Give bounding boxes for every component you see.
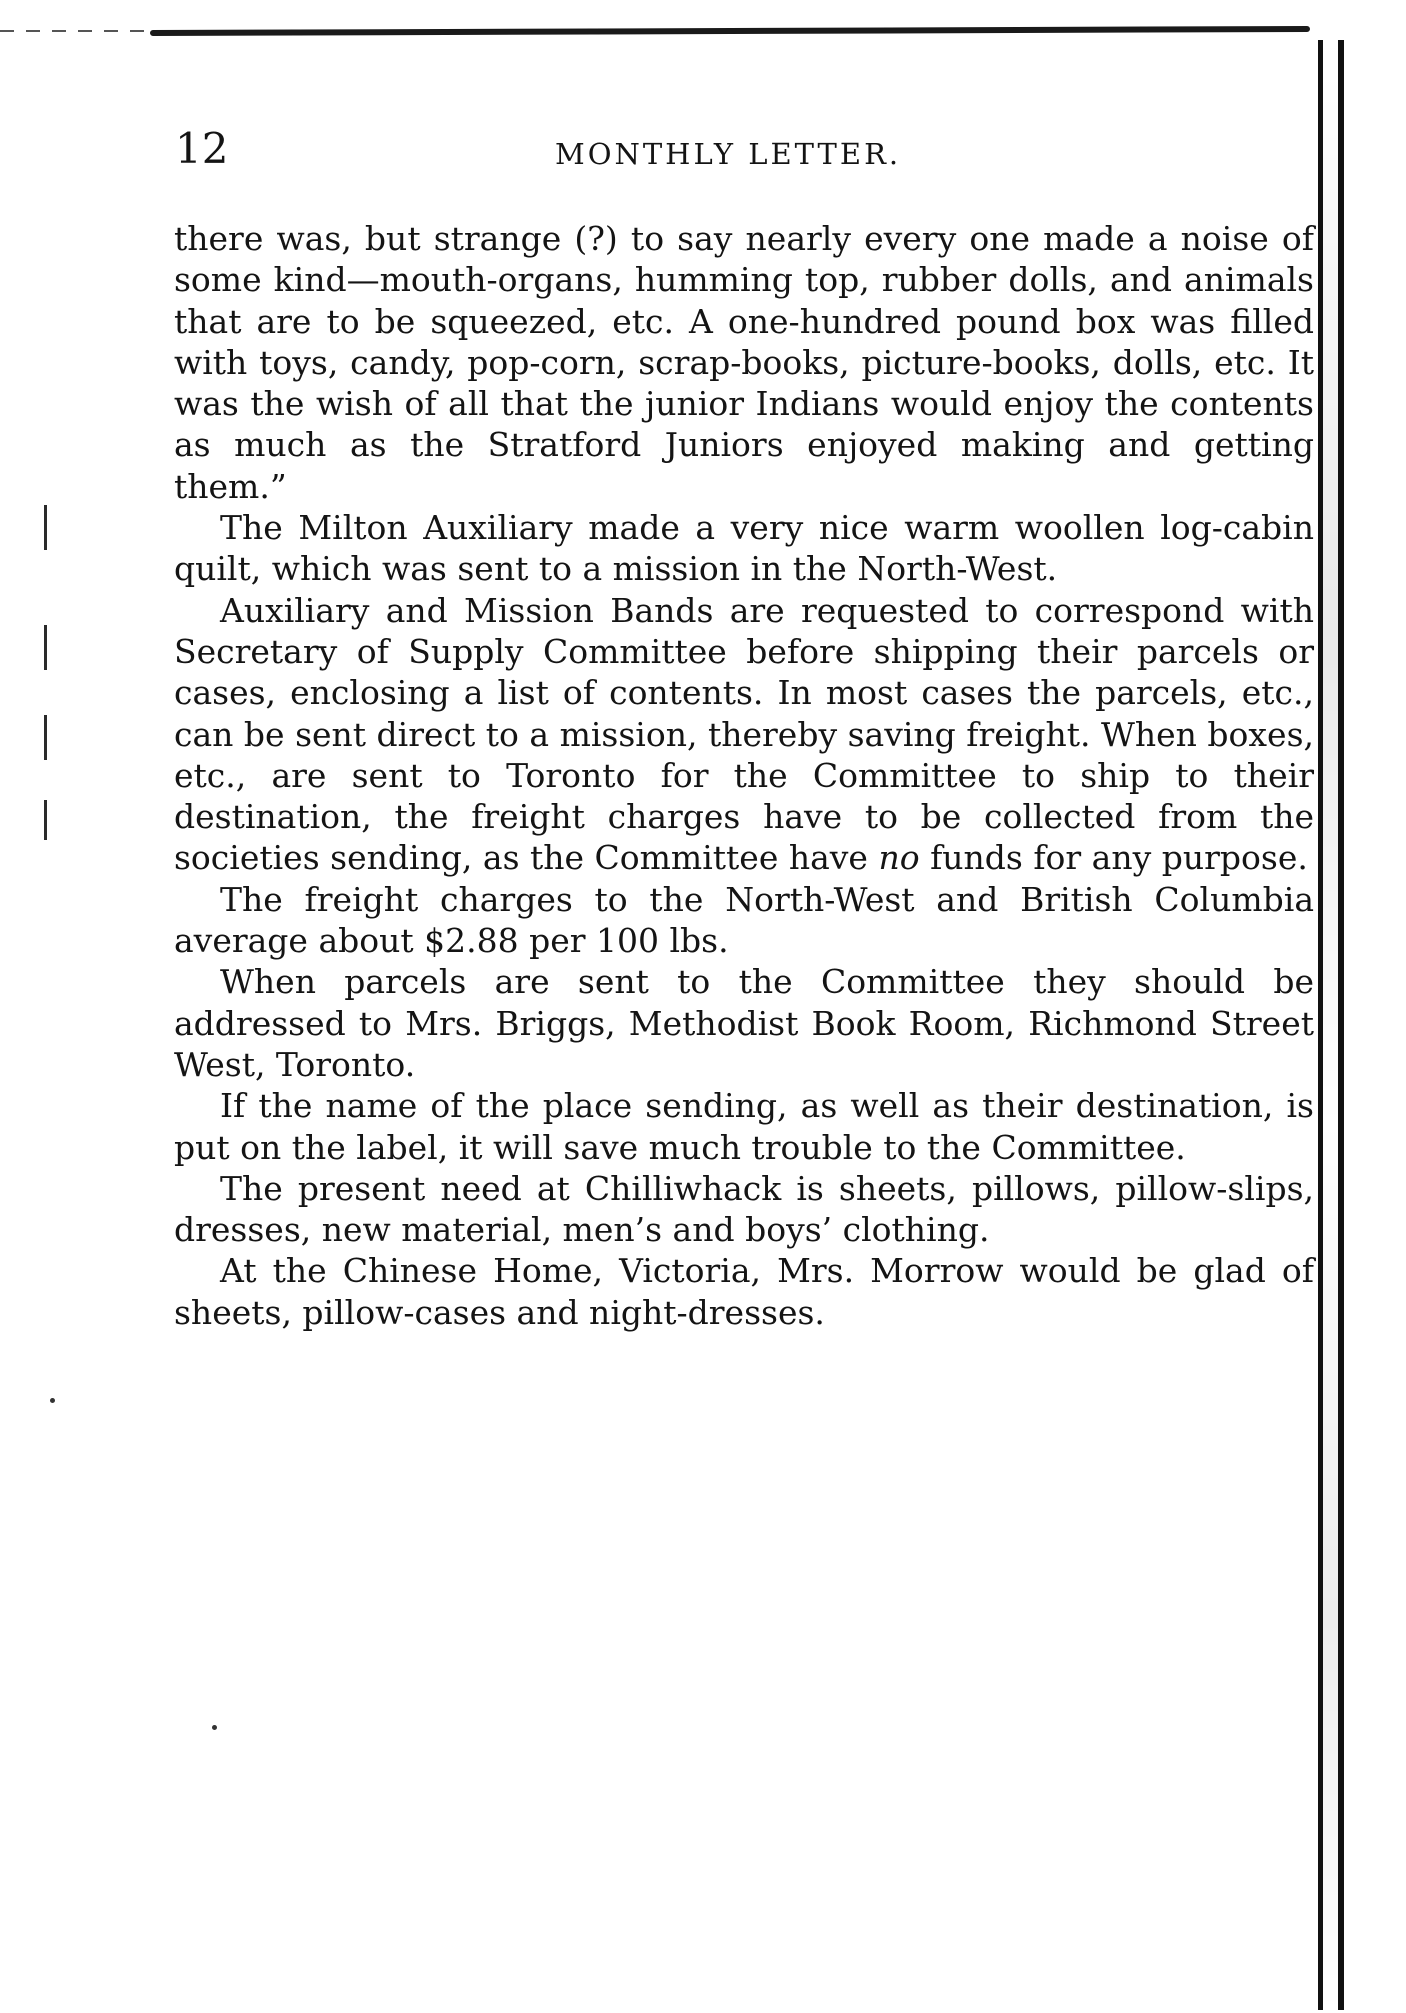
- margin-mark: [44, 625, 47, 670]
- top-rule-fragment: [0, 30, 160, 32]
- binding-edge-line-outer: [1338, 40, 1344, 2010]
- paragraph: there was, but strange (?) to say nearly every one made a noise of some kind—mouth-organs, humming top, rubber dolls, and animals that are to be squeezed, etc. A one-hundred pound box was filled with toys, candy, pop-corn, scrap-books, picture-books, dolls, etc. It was the wish of all that the junior Indians would enjoy the contents as much as the Stratford Juniors enjoyed making and getting them.”: [174, 219, 1314, 506]
- paragraph-text: Auxiliary and Mission Bands are requested to correspond with Secretary of Supply Committee before shipping their parcels or cases, enclosing a list of contents. In most cases the parcels, etc., can be sent direct to a mission, thereby saving freight. When boxes, etc., are sent to Toronto for the Committee to ship to their destination, the freight charges have to be collected from the societies sending, as the Committee have: [174, 590, 1314, 878]
- paragraph: If the name of the place sending, as well as their destination, is put on the label, it will save much trouble to the Committee.: [174, 1086, 1314, 1167]
- body-text: [174, 218, 1314, 1333]
- margin-mark: [44, 800, 47, 840]
- paragraph: When parcels are sent to the Committee they should be addressed to Mrs. Briggs, Methodist Book Room, Richmond Street West, Toronto.: [174, 962, 1314, 1084]
- paragraph: At the Chinese Home, Victoria, Mrs. Morrow would be glad of sheets, pillow-cases and night-dresses.: [174, 1251, 1314, 1332]
- margin-mark: [44, 505, 47, 550]
- paragraph-text-end: funds for any purpose.: [919, 838, 1308, 878]
- top-rule: [150, 26, 1310, 36]
- page-number: 12: [175, 124, 229, 173]
- paragraph: [174, 590, 1314, 879]
- paragraph: The present need at Chilliwhack is sheets, pillows, pillow-slips, dresses, new material, men’s and boys’ clothing.: [174, 1168, 1314, 1250]
- page-header: [175, 124, 1315, 184]
- paragraph: The Milton Auxiliary made a very nice warm woollen log-cabin quilt, which was sent to a mission in the North-West.: [174, 508, 1314, 589]
- binding-gap: [1323, 40, 1338, 2010]
- scan-speck: [212, 1725, 217, 1730]
- scan-speck: [50, 1398, 55, 1403]
- running-head: MONTHLY LETTER.: [555, 137, 902, 171]
- margin-mark: [44, 715, 47, 760]
- paragraph: The freight charges to the North-West and British Columbia average about $2.88 per 100 lbs.: [174, 879, 1314, 961]
- binding-edge-line: [1318, 40, 1323, 2010]
- emphasis-word: no: [878, 838, 920, 878]
